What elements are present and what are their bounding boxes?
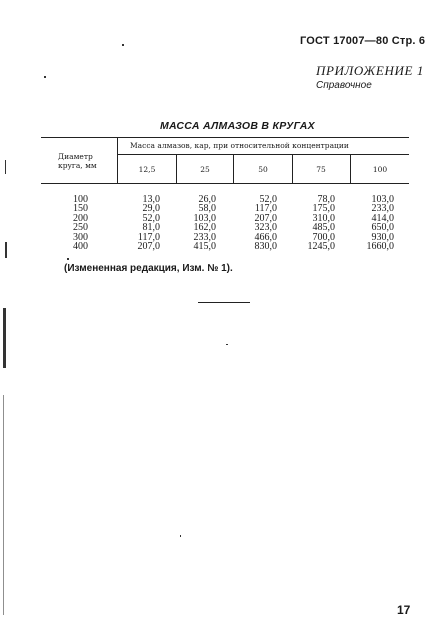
table-group-rule <box>117 154 409 155</box>
concentration-header: 25 <box>200 165 210 174</box>
mass-cell: 1245,0 <box>307 241 335 252</box>
diameter-cell: 400 <box>73 241 88 252</box>
mass-cell: 310,0 <box>312 212 335 224</box>
scan-mark <box>180 535 181 537</box>
amendment-note: (Измененная редакция, Изм. № 1). <box>64 263 233 274</box>
section-divider <box>198 302 250 303</box>
mass-cell: 323,0 <box>254 222 277 234</box>
mass-cell: 930,0 <box>371 231 394 243</box>
mass-cell: 81,0 <box>142 222 160 234</box>
standard-header: ГОСТ 17007—80 Стр. 6 <box>300 35 426 47</box>
mass-cell: 78,0 <box>317 194 335 205</box>
mass-cell: 58,0 <box>198 203 216 215</box>
scan-mark <box>122 44 124 46</box>
scan-mark <box>5 242 7 258</box>
table-top-rule <box>41 137 409 138</box>
table-header-bottom-rule <box>41 183 409 184</box>
mass-cell: 52,0 <box>142 212 160 224</box>
mass-cell: 207,0 <box>137 241 160 252</box>
scan-mark <box>226 344 228 345</box>
scan-mark <box>3 308 6 368</box>
appendix-subtitle: Справочное <box>316 80 372 91</box>
mass-cell: 466,0 <box>254 231 277 243</box>
table-stub-divider <box>117 138 118 184</box>
scan-mark <box>67 258 69 260</box>
mass-cell: 117,0 <box>254 203 277 215</box>
mass-cell: 485,0 <box>312 222 335 234</box>
mass-cell: 207,0 <box>254 212 277 224</box>
mass-cell: 415,0 <box>193 241 216 252</box>
row-header: Диаметр круга, мм <box>58 152 97 170</box>
diameter-cell: 300 <box>73 231 88 243</box>
mass-cell: 233,0 <box>371 203 394 215</box>
appendix-title: ПРИЛОЖЕНИЕ 1 <box>316 63 424 78</box>
mass-cell: 162,0 <box>193 222 216 234</box>
mass-cell: 700,0 <box>312 231 335 243</box>
scan-mark <box>44 76 46 78</box>
table-title: МАССА АЛМАЗОВ В КРУГАХ <box>160 120 315 132</box>
mass-cell: 830,0 <box>254 241 277 252</box>
mass-cell: 175,0 <box>312 203 335 215</box>
scan-mark <box>5 160 6 174</box>
table-col-divider <box>350 155 351 184</box>
mass-cell: 414,0 <box>371 212 394 224</box>
table-col-divider <box>292 155 293 184</box>
diameter-cell: 250 <box>73 222 88 234</box>
mass-cell: 29,0 <box>142 203 160 215</box>
concentration-header: 75 <box>316 165 326 174</box>
diameter-cell: 150 <box>73 203 88 215</box>
mass-cell: 117,0 <box>137 231 160 243</box>
mass-cell: 103,0 <box>371 194 394 205</box>
mass-cell: 13,0 <box>142 194 160 205</box>
page-number: 17 <box>397 603 411 617</box>
concentration-header: 50 <box>258 165 268 174</box>
mass-cell: 1660,0 <box>366 241 394 252</box>
concentration-header: 100 <box>372 165 388 174</box>
mass-cell: 103,0 <box>193 212 216 224</box>
table-col-divider <box>233 155 234 184</box>
scan-mark <box>3 395 4 615</box>
table-col-divider <box>176 155 177 184</box>
mass-cell: 52,0 <box>259 194 277 205</box>
mass-cell: 650,0 <box>371 222 394 234</box>
mass-cell: 233,0 <box>193 231 216 243</box>
mass-cell: 26,0 <box>198 194 216 205</box>
group-header: Масса алмазов, кар, при относительной концентрации <box>130 141 349 150</box>
diameter-cell: 100 <box>73 194 88 205</box>
concentration-header: 12,5 <box>138 165 156 174</box>
diameter-cell: 200 <box>73 212 88 224</box>
